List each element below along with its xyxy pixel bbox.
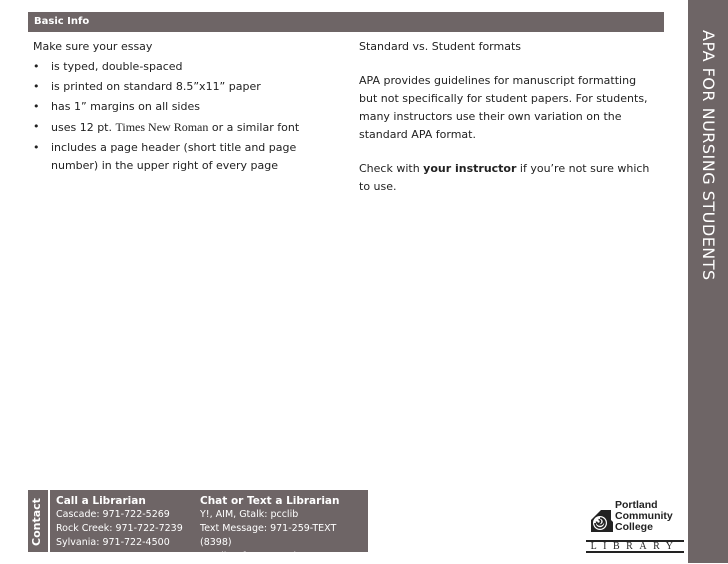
bullet: •	[33, 60, 40, 73]
formats-heading: Standard vs. Student formats	[359, 40, 522, 53]
list-item	[33, 78, 338, 96]
bullet: •	[33, 120, 40, 133]
call-line-rock-creek: Rock Creek: 971-722-7239	[56, 523, 183, 534]
chat-line-im: Y!, AIM, Gtalk: pcclib	[200, 509, 299, 520]
list-item	[33, 98, 338, 116]
chat-librarian-title: Chat or Text a Librarian	[200, 495, 340, 507]
font-name: Times New Roman	[115, 120, 209, 134]
call-line-cascade: Cascade: 971-722-5269	[56, 509, 170, 520]
check-instructor-paragraph	[359, 160, 651, 196]
pcc-logo-text	[615, 500, 683, 533]
list-item-text: is typed, double-spaced	[51, 60, 183, 73]
contact-divider	[48, 490, 50, 552]
chat-line-email[interactable]: Email: refer@pcc.edu	[200, 551, 303, 562]
font-after: or a similar font	[208, 121, 300, 134]
library-wordmark: LIBRARY	[586, 540, 684, 553]
call-line-sylvania: Sylvania: 971-722-4500	[56, 537, 170, 548]
contact-tab	[28, 490, 48, 552]
list-item	[33, 118, 338, 137]
logo-line-community: Community	[615, 510, 673, 522]
bullet: •	[33, 141, 40, 154]
side-banner-title: APA FOR NURSING STUDENTS	[699, 30, 718, 281]
bullet: •	[33, 80, 40, 93]
basic-info-header: Basic Info	[28, 12, 664, 32]
call-librarian-title: Call a Librarian	[56, 495, 146, 507]
check-before: Check with	[359, 162, 424, 175]
formats-paragraph: APA provides guidelines for manuscript formatting but not specifically for student papers. For students, many instructors use their own variation on the standard APA format.	[359, 74, 648, 141]
list-item	[33, 139, 338, 175]
instructor-emphasis: your instructor	[423, 162, 517, 175]
logo-line-college: College	[615, 521, 653, 533]
left-column	[33, 38, 338, 177]
bullet: •	[33, 100, 40, 113]
essay-intro: Make sure your essay	[33, 40, 153, 53]
right-column	[359, 38, 651, 212]
font-before: uses 12 pt.	[51, 121, 116, 134]
essay-requirements-list	[33, 58, 338, 175]
logo-line-portland: Portland	[615, 499, 658, 511]
list-item-text: is printed on standard 8.5”x11” paper	[51, 80, 261, 93]
chat-line-text: Text Message: 971-259-TEXT (8398)	[200, 523, 337, 548]
check-after: if you’re not sure which to use.	[359, 162, 650, 193]
list-item-text: includes a page header (short title and page number) in the upper right of every page	[51, 141, 297, 172]
call-librarian-block	[56, 494, 196, 550]
contact-tab-label: Contact	[30, 498, 43, 546]
chat-librarian-block	[200, 494, 368, 564]
contact-bar	[28, 490, 368, 562]
list-item-text: has 1” margins on all sides	[51, 100, 200, 113]
list-item	[33, 58, 338, 76]
